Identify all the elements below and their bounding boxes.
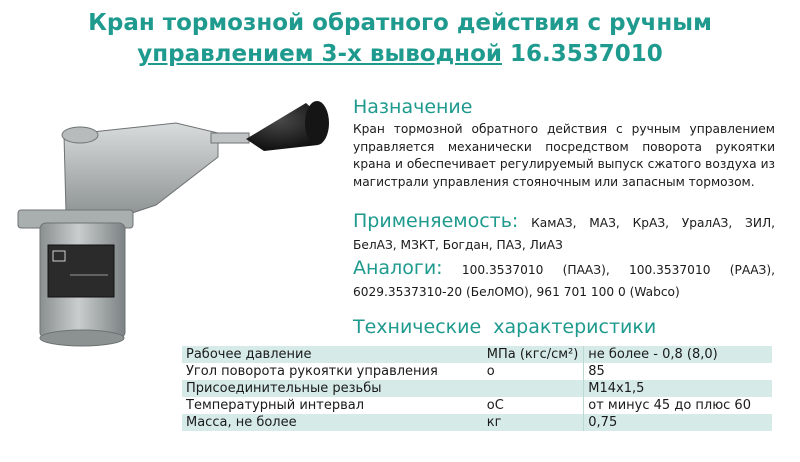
specs-heading: Технические характеристики — [353, 316, 657, 338]
spec-value: от минус 45 до плюс 60 — [584, 397, 772, 414]
page-title — [0, 8, 800, 70]
spec-unit: оС — [486, 398, 504, 413]
purpose-text: Кран тормозной обратного действия с ручным управлением управляется механически посредством поворота рукоятки крана и обеспечивает регулируемый выпуск сжатого воздуха из магистрали управления стояночным или запасным тормозом. — [353, 122, 775, 189]
spec-name: Присоединительные резьбы — [186, 381, 382, 396]
table-row — [182, 380, 772, 397]
spec-name: Рабочее давление — [186, 347, 312, 362]
table-row — [182, 363, 772, 380]
title-line-1: Кран тормозной обратного действия с ручным — [88, 10, 712, 36]
table-row — [182, 397, 772, 414]
table-row — [182, 346, 772, 363]
spec-name: Температурный интервал — [186, 398, 365, 413]
analogs-text: 100.3537010 (ПААЗ), 100.3537010 (РААЗ), 6029.3537310-20 (БелОМО), 961 701 100 0 (Wabco) — [353, 263, 776, 299]
brake-valve-photo — [6, 95, 336, 350]
title-product-code: 16.3537010 — [501, 41, 663, 67]
spec-value: М14х1,5 — [584, 380, 772, 397]
applicability-block — [353, 210, 775, 256]
purpose-heading: Назначение — [353, 96, 473, 118]
title-underlined-part: управлением 3-х выводной — [137, 41, 502, 67]
spec-unit — [483, 380, 584, 397]
analogs-block — [353, 257, 775, 303]
analogs-heading: Аналоги: — [353, 257, 443, 279]
specs-table — [182, 346, 772, 431]
applicability-text: КамАЗ, МАЗ, КрАЗ, УралАЗ, ЗИЛ, БелАЗ, МЗКТ, Богдан, ПАЗ, ЛиАЗ — [353, 216, 775, 252]
spec-value: 0,75 — [584, 414, 772, 431]
table-row — [182, 414, 772, 431]
spec-name: Масса, не более — [186, 415, 297, 430]
spec-value: 85 — [584, 363, 772, 380]
spec-unit: кг — [486, 415, 502, 430]
spec-unit: о — [486, 364, 495, 379]
spec-value: не более - 0,8 (8,0) — [584, 346, 772, 363]
spec-unit: МПа (кгс/см²) — [486, 347, 579, 362]
applicability-heading: Применяемость: — [353, 210, 519, 232]
title-line-2 — [0, 39, 800, 70]
spec-name: Угол поворота рукоятки управления — [186, 364, 438, 379]
